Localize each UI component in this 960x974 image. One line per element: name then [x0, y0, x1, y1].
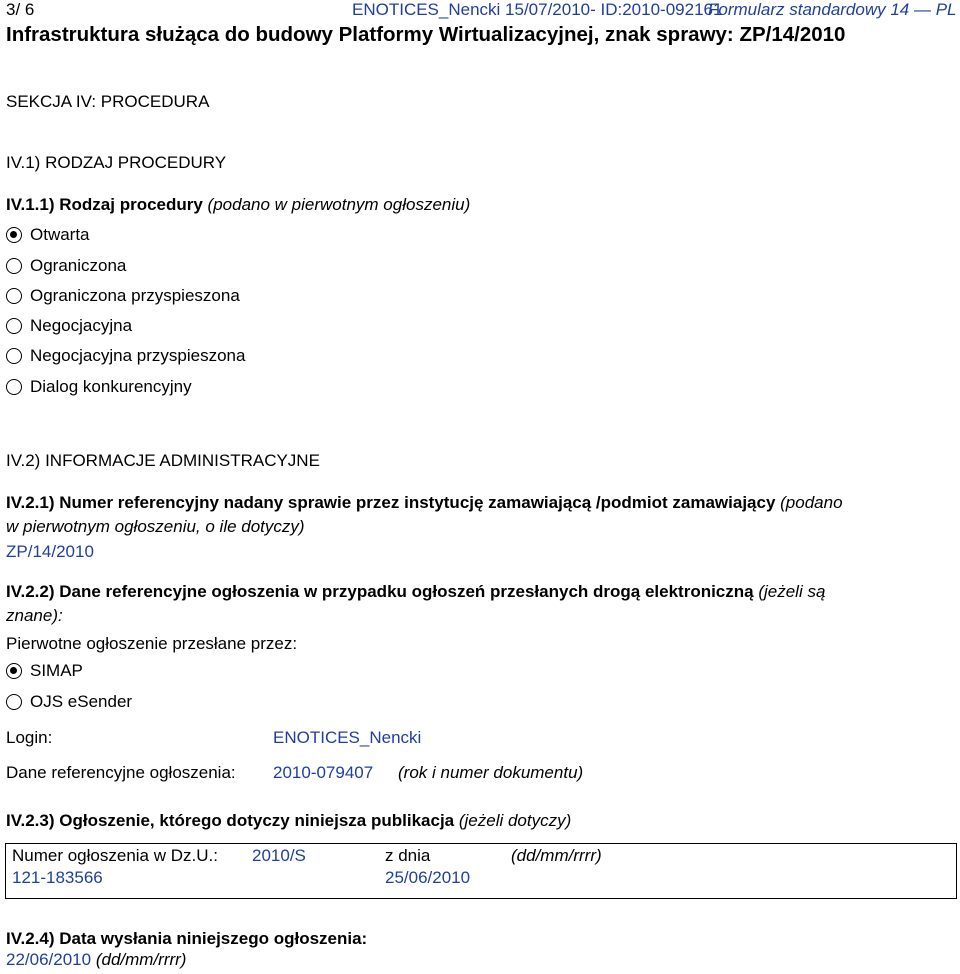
radio-label: Dialog konkurencyjny — [30, 377, 192, 396]
login-value: ENOTICES_Nencki — [273, 728, 422, 747]
iv11-label — [6, 195, 470, 215]
notice-id: ENOTICES_Nencki 15/07/2010- ID:2010-092161 — [352, 0, 723, 19]
date-value: 25/06/2010 — [385, 868, 471, 887]
radio-option-negocjacyjna-przyspieszona[interactable] — [6, 346, 245, 366]
ref-value: 2010-079407 — [273, 763, 374, 782]
iv21-label-bold: IV.2.1) Numer referencyjny nadany sprawie przez instytucję zamawiającą /podmiot zamawiający — [6, 493, 776, 512]
radio-option-simap[interactable] — [6, 661, 83, 681]
radio-label: Negocjacyjna przyspieszona — [30, 346, 246, 365]
radio-unchecked-icon — [6, 379, 22, 395]
iv23-label — [6, 811, 571, 831]
iv22-label-note: (jeżeli są — [753, 582, 826, 601]
radio-option-ograniczona-przyspieszona[interactable] — [6, 286, 240, 306]
iv11-label-note: (podano w pierwotnym ogłoszeniu) — [202, 195, 471, 214]
iv22-label-note-cont: znane): — [6, 606, 63, 625]
iv24-label: IV.2.4) Data wysłania niniejszego ogłoszenia: — [6, 929, 368, 948]
date-label: z dnia — [385, 846, 431, 865]
iv21-label — [6, 493, 843, 513]
radio-option-dialog-konkurencyjny[interactable] — [6, 377, 192, 397]
form-type: Formularz standardowy 14 — PL — [708, 0, 957, 19]
iv21-label-note: (podano — [775, 493, 843, 512]
iv23-label-bold: IV.2.3) Ogłoszenie, którego dotyczy niniejsza publikacja — [6, 811, 455, 830]
iv22-label-bold: IV.2.2) Dane referencyjne ogłoszenia w przypadku ogłoszeń przesłanych drogą elektroniczną — [6, 582, 754, 601]
number-value-line2: 121-183566 — [12, 868, 103, 887]
radio-unchecked-icon — [6, 258, 22, 274]
iv24-value-line — [6, 950, 186, 970]
iv24-format: (dd/mm/rrrr) — [95, 950, 187, 969]
iv2-heading: IV.2) INFORMACJE ADMINISTRACYJNE — [6, 451, 320, 470]
login-label: Login: — [6, 728, 53, 747]
sent-by-label: Pierwotne ogłoszenie przesłane przez: — [6, 634, 298, 653]
section-heading: SEKCJA IV: PROCEDURA — [6, 92, 210, 111]
number-value-line1: 2010/S — [252, 846, 306, 865]
iv21-value: ZP/14/2010 — [6, 542, 94, 561]
radio-label: SIMAP — [30, 661, 83, 680]
date-format: (dd/mm/rrrr) — [511, 846, 602, 865]
iv1-heading: IV.1) RODZAJ PROCEDURY — [6, 153, 227, 172]
radio-label: Ograniczona przyspieszona — [30, 286, 240, 305]
iv11-label-bold: IV.1.1) Rodzaj procedury — [6, 195, 203, 214]
radio-option-ograniczona[interactable] — [6, 256, 126, 276]
radio-label: Negocjacyjna — [30, 316, 133, 335]
document-title: Infrastruktura służąca do budowy Platformy Wirtualizacyjnej, znak sprawy: ZP/14/2010 — [6, 23, 846, 46]
iv23-label-note: (jeżeli dotyczy) — [454, 811, 572, 830]
number-label: Numer ogłoszenia w Dz.U.: — [12, 846, 218, 865]
radio-checked-icon — [6, 227, 22, 243]
ref-label: Dane referencyjne ogłoszenia: — [6, 763, 236, 782]
iv21-label-note-cont: w pierwotnym ogłoszeniu, o ile dotyczy) — [6, 517, 305, 536]
radio-label: Otwarta — [30, 225, 90, 244]
page-number: 3/ 6 — [6, 0, 35, 19]
radio-option-ojs-esender[interactable] — [6, 692, 132, 712]
radio-unchecked-icon — [6, 348, 22, 364]
iv22-label — [6, 582, 825, 602]
radio-label: OJS eSender — [30, 692, 133, 711]
iv24-value: 22/06/2010 — [6, 950, 92, 969]
radio-label: Ograniczona — [30, 256, 127, 275]
radio-checked-icon — [6, 663, 22, 679]
radio-option-otwarta[interactable] — [6, 225, 90, 245]
radio-option-negocjacyjna[interactable] — [6, 316, 132, 336]
radio-unchecked-icon — [6, 694, 22, 710]
radio-unchecked-icon — [6, 318, 22, 334]
radio-unchecked-icon — [6, 288, 22, 304]
ref-note: (rok i numer dokumentu) — [398, 763, 584, 782]
